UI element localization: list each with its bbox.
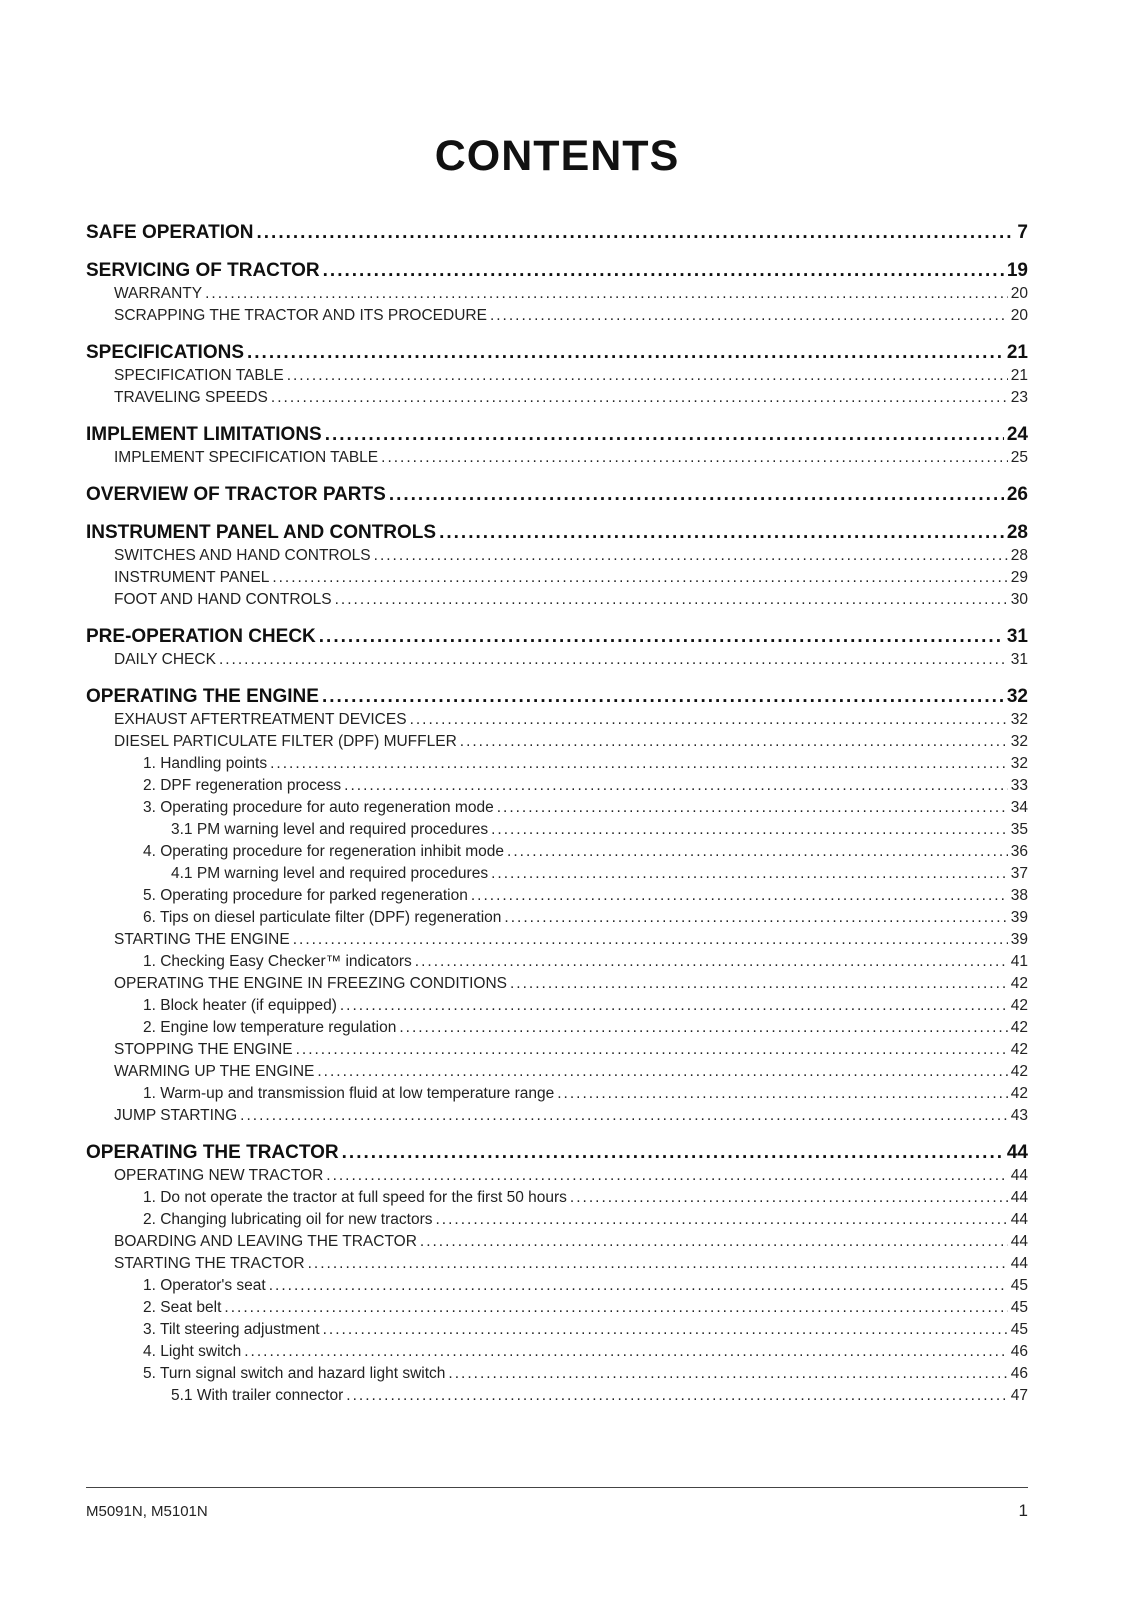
toc-entry-label: OVERVIEW OF TRACTOR PARTS: [86, 484, 386, 505]
toc-dot-leader: [247, 340, 1004, 365]
toc-dot-leader: [490, 305, 1008, 327]
toc-entry-label: SPECIFICATION TABLE: [114, 367, 284, 384]
toc-entry-label: OPERATING THE ENGINE: [86, 686, 319, 707]
toc-entry-label: DAILY CHECK: [114, 651, 216, 668]
toc-entry-label: 3. Tilt steering adjustment: [143, 1321, 320, 1338]
toc-entry: [86, 885, 1028, 907]
toc-entry-label: STARTING THE ENGINE: [114, 931, 290, 948]
toc-entry-page: 21: [1006, 342, 1028, 363]
toc-entry-page: 31: [1010, 651, 1028, 668]
toc-dot-leader: [240, 1105, 1008, 1127]
toc-entry-page: 37: [1010, 865, 1028, 882]
toc-entry-page: 46: [1010, 1343, 1028, 1360]
toc-entry: [86, 387, 1028, 409]
toc-dot-leader: [570, 1187, 1008, 1209]
toc-entry: [86, 1275, 1028, 1297]
toc-entry-page: 23: [1010, 389, 1028, 406]
toc-entry-label: DIESEL PARTICULATE FILTER (DPF) MUFFLER: [114, 733, 457, 750]
toc-entry-label: IMPLEMENT SPECIFICATION TABLE: [114, 449, 379, 466]
toc-dot-leader: [287, 365, 1008, 387]
toc-entry: [86, 775, 1028, 797]
toc-entry-label: 2. DPF regeneration process: [143, 777, 342, 794]
toc-entry: [86, 340, 1028, 365]
toc-entry-page: 38: [1010, 887, 1028, 904]
toc-entry-label: 2. Seat belt: [143, 1299, 222, 1316]
toc-dot-leader: [293, 929, 1008, 951]
toc-entry: [86, 520, 1028, 545]
toc-entry-page: 39: [1010, 931, 1028, 948]
toc-entry: [86, 929, 1028, 951]
page-number: 1: [1018, 1501, 1028, 1520]
toc-entry-page: 42: [1010, 975, 1028, 992]
toc-entry: [86, 1105, 1028, 1127]
toc-entry-page: 44: [1010, 1255, 1028, 1272]
toc-dot-leader: [381, 447, 1008, 469]
toc-entry: [86, 951, 1028, 973]
toc-entry-page: 46: [1010, 1365, 1028, 1382]
toc-dot-leader: [504, 907, 1007, 929]
toc-entry-label: 3.1 PM warning level and required procedures: [171, 821, 489, 838]
toc-entry-page: 44: [1010, 1211, 1028, 1228]
toc-entry: [86, 1341, 1028, 1363]
toc-entry: [86, 973, 1028, 995]
toc-entry-label: 1. Do not operate the tractor at full speed for the first 50 hours: [143, 1189, 567, 1206]
toc-entry-page: 26: [1006, 484, 1028, 505]
toc-entry: [86, 283, 1028, 305]
toc-entry-page: 35: [1010, 821, 1028, 838]
toc-entry-page: 42: [1010, 1041, 1028, 1058]
toc-dot-leader: [323, 1319, 1008, 1341]
page-title: CONTENTS: [434, 132, 680, 180]
toc-entry-page: 36: [1010, 843, 1028, 860]
toc-entry: [86, 1187, 1028, 1209]
toc-entry-label: 3. Operating procedure for auto regeneration mode: [143, 799, 494, 816]
toc-entry-label: 1. Operator's seat: [143, 1277, 266, 1294]
toc-entry: [86, 1083, 1028, 1105]
toc-entry-page: 45: [1010, 1299, 1028, 1316]
toc-dot-leader: [510, 973, 1008, 995]
toc-entry: [86, 1363, 1028, 1385]
toc-dot-leader: [342, 1140, 1004, 1165]
toc-entry-label: 4. Light switch: [143, 1343, 242, 1360]
toc-entry-label: OPERATING NEW TRACTOR: [114, 1167, 324, 1184]
toc-entry: [86, 567, 1028, 589]
toc-entry-page: 31: [1006, 626, 1028, 647]
toc-dot-leader: [319, 624, 1004, 649]
toc-entry: [86, 841, 1028, 863]
toc-entry-label: SWITCHES AND HAND CONTROLS: [114, 547, 371, 564]
toc-dot-leader: [272, 567, 1007, 589]
toc-entry-page: 41: [1010, 953, 1028, 970]
toc-entry-label: WARRANTY: [114, 285, 203, 302]
toc-entry-page: 20: [1010, 307, 1028, 324]
toc-entry: [86, 731, 1028, 753]
toc-entry-page: 24: [1006, 424, 1028, 445]
toc-dot-leader: [340, 995, 1008, 1017]
toc-entry-page: 32: [1006, 686, 1028, 707]
toc-entry-page: 39: [1010, 909, 1028, 926]
toc-dot-leader: [471, 885, 1008, 907]
toc-entry: [86, 482, 1028, 507]
table-of-contents: [86, 220, 1028, 1407]
toc-entry-label: 2. Engine low temperature regulation: [143, 1019, 397, 1036]
toc-dot-leader: [415, 951, 1008, 973]
toc-dot-leader: [557, 1083, 1008, 1105]
toc-entry-label: 1. Checking Easy Checker™ indicators: [143, 953, 412, 970]
toc-entry-label: IMPLEMENT LIMITATIONS: [86, 424, 322, 445]
toc-dot-leader: [205, 283, 1008, 305]
toc-entry: [86, 1017, 1028, 1039]
toc-entry-page: 43: [1010, 1107, 1028, 1124]
toc-dot-leader: [325, 422, 1004, 447]
toc-entry-page: 45: [1010, 1277, 1028, 1294]
toc-entry: [86, 305, 1028, 327]
toc-entry: [86, 624, 1028, 649]
toc-dot-leader: [420, 1231, 1008, 1253]
toc-entry-page: 44: [1006, 1142, 1028, 1163]
toc-entry: [86, 1297, 1028, 1319]
toc-dot-leader: [435, 1209, 1007, 1231]
toc-dot-leader: [244, 1341, 1008, 1363]
toc-dot-leader: [507, 841, 1008, 863]
toc-dot-leader: [317, 1061, 1007, 1083]
toc-entry-label: WARMING UP THE ENGINE: [114, 1063, 315, 1080]
toc-dot-leader: [374, 545, 1008, 567]
toc-entry: [86, 819, 1028, 841]
toc-entry-page: 20: [1010, 285, 1028, 302]
toc-entry: [86, 1165, 1028, 1187]
toc-entry: [86, 797, 1028, 819]
toc-dot-leader: [497, 797, 1008, 819]
toc-entry-label: 1. Block heater (if equipped): [143, 997, 337, 1014]
toc-entry: [86, 1209, 1028, 1231]
toc-entry-label: SERVICING OF TRACTOR: [86, 260, 320, 281]
toc-entry-page: 47: [1010, 1387, 1028, 1404]
toc-entry-page: 33: [1010, 777, 1028, 794]
toc-entry-page: 28: [1006, 522, 1028, 543]
toc-entry-label: STOPPING THE ENGINE: [114, 1041, 293, 1058]
toc-entry: [86, 753, 1028, 775]
toc-entry-page: 21: [1010, 367, 1028, 384]
toc-entry-label: 2. Changing lubricating oil for new tractors: [143, 1211, 433, 1228]
toc-entry: [86, 220, 1028, 245]
toc-entry-label: 5. Operating procedure for parked regeneration: [143, 887, 468, 904]
toc-entry: [86, 1231, 1028, 1253]
toc-entry-page: 29: [1010, 569, 1028, 586]
toc-dot-leader: [399, 1017, 1007, 1039]
toc-entry: [86, 447, 1028, 469]
toc-entry-page: 30: [1010, 591, 1028, 608]
toc-entry: [86, 863, 1028, 885]
toc-entry-label: 4.1 PM warning level and required procedures: [171, 865, 489, 882]
toc-dot-leader: [269, 1275, 1008, 1297]
model-number: M5091N, M5101N: [86, 1503, 208, 1520]
toc-entry-label: INSTRUMENT PANEL AND CONTROLS: [86, 522, 437, 543]
toc-dot-leader: [491, 863, 1008, 885]
toc-entry-label: FOOT AND HAND CONTROLS: [114, 591, 332, 608]
toc-entry-page: 42: [1010, 1085, 1028, 1102]
toc-dot-leader: [296, 1039, 1008, 1061]
toc-entry-page: 19: [1006, 260, 1028, 281]
toc-entry: [86, 1385, 1028, 1407]
toc-dot-leader: [389, 482, 1004, 507]
toc-entry-page: 32: [1010, 711, 1028, 728]
toc-dot-leader: [346, 1385, 1007, 1407]
toc-entry-page: 45: [1010, 1321, 1028, 1338]
toc-dot-leader: [270, 753, 1008, 775]
toc-entry: [86, 995, 1028, 1017]
toc-entry: [86, 1140, 1028, 1165]
toc-dot-leader: [257, 220, 1015, 245]
toc-entry-label: SCRAPPING THE TRACTOR AND ITS PROCEDURE: [114, 307, 487, 324]
toc-entry-label: 4. Operating procedure for regeneration inhibit mode: [143, 843, 505, 860]
toc-dot-leader: [308, 1253, 1008, 1275]
toc-entry: [86, 1039, 1028, 1061]
page-content: [86, 0, 1028, 1407]
toc-entry-page: 44: [1010, 1167, 1028, 1184]
toc-entry: [86, 1061, 1028, 1083]
toc-entry-page: 25: [1010, 449, 1028, 466]
toc-dot-leader: [271, 387, 1008, 409]
page-footer: [86, 1487, 1028, 1521]
toc-entry-page: 32: [1010, 733, 1028, 750]
toc-entry-label: EXHAUST AFTERTREATMENT DEVICES: [114, 711, 407, 728]
toc-entry: [86, 649, 1028, 671]
toc-dot-leader: [224, 1297, 1007, 1319]
toc-entry-page: 44: [1010, 1189, 1028, 1206]
toc-entry: [86, 684, 1028, 709]
toc-entry-label: PRE-OPERATION CHECK: [86, 626, 316, 647]
toc-dot-leader: [323, 258, 1004, 283]
toc-entry-page: 32: [1010, 755, 1028, 772]
toc-entry-label: 1. Handling points: [143, 755, 268, 772]
toc-dot-leader: [491, 819, 1008, 841]
toc-entry: [86, 907, 1028, 929]
toc-entry-label: 5. Turn signal switch and hazard light switch: [143, 1365, 446, 1382]
toc-entry-label: SPECIFICATIONS: [86, 342, 244, 363]
toc-dot-leader: [219, 649, 1008, 671]
toc-dot-leader: [448, 1363, 1007, 1385]
toc-entry-label: BOARDING AND LEAVING THE TRACTOR: [114, 1233, 417, 1250]
toc-entry: [86, 545, 1028, 567]
toc-dot-leader: [439, 520, 1004, 545]
toc-entry-page: 42: [1010, 997, 1028, 1014]
toc-dot-leader: [410, 709, 1008, 731]
toc-dot-leader: [322, 684, 1004, 709]
toc-dot-leader: [460, 731, 1008, 753]
toc-dot-leader: [326, 1165, 1007, 1187]
toc-dot-leader: [335, 589, 1008, 611]
toc-entry: [86, 709, 1028, 731]
toc-entry-label: TRAVELING SPEEDS: [114, 389, 268, 406]
toc-entry-page: 44: [1010, 1233, 1028, 1250]
toc-entry-label: STARTING THE TRACTOR: [114, 1255, 305, 1272]
toc-entry: [86, 1253, 1028, 1275]
toc-entry: [86, 1319, 1028, 1341]
toc-entry-page: 28: [1010, 547, 1028, 564]
toc-entry: [86, 422, 1028, 447]
toc-entry-label: 5.1 With trailer connector: [171, 1387, 344, 1404]
toc-entry-label: OPERATING THE TRACTOR: [86, 1142, 339, 1163]
toc-dot-leader: [344, 775, 1008, 797]
toc-entry: [86, 258, 1028, 283]
toc-entry-label: 1. Warm-up and transmission fluid at low temperature range: [143, 1085, 555, 1102]
toc-entry: [86, 365, 1028, 387]
toc-entry-page: 7: [1017, 222, 1028, 243]
toc-entry-label: OPERATING THE ENGINE IN FREEZING CONDITIONS: [114, 975, 507, 992]
toc-entry-page: 42: [1010, 1019, 1028, 1036]
toc-entry-label: SAFE OPERATION: [86, 222, 254, 243]
toc-entry: [86, 589, 1028, 611]
toc-entry-label: INSTRUMENT PANEL: [114, 569, 270, 586]
toc-entry-page: 34: [1010, 799, 1028, 816]
toc-entry-page: 42: [1010, 1063, 1028, 1080]
toc-entry-label: JUMP STARTING: [114, 1107, 238, 1124]
toc-entry-label: 6. Tips on diesel particulate filter (DPF) regeneration: [143, 909, 502, 926]
